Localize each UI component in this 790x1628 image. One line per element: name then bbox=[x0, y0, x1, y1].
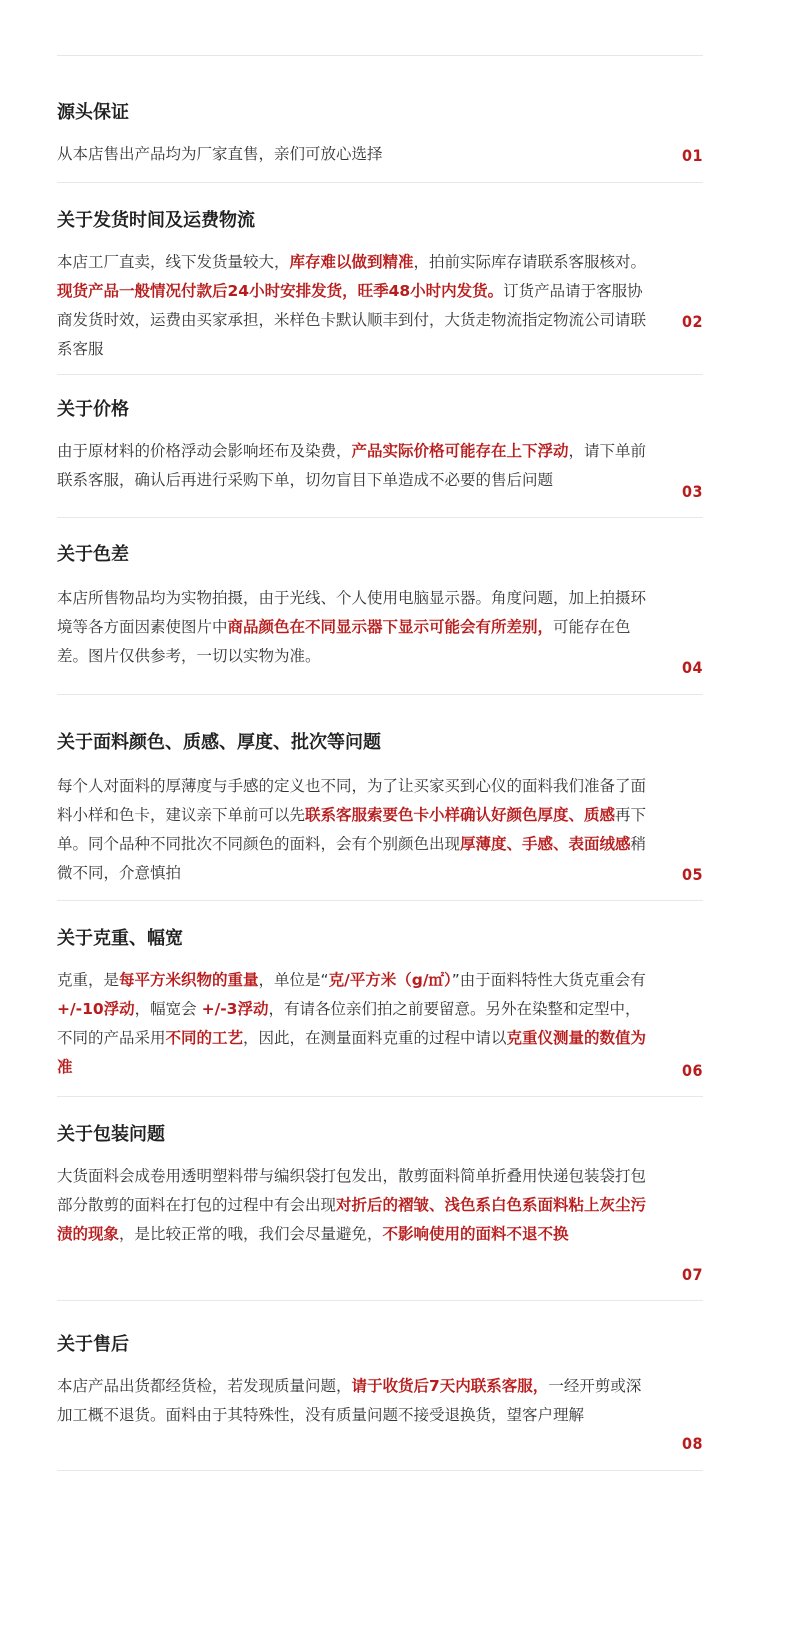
policy-section bbox=[57, 926, 703, 1096]
section-number: 05 bbox=[681, 865, 703, 884]
highlight-text: 克/平方米（g/㎡） bbox=[328, 971, 452, 989]
policy-section bbox=[57, 100, 703, 182]
highlight-text: 每平方米织物的重量 bbox=[119, 971, 259, 989]
section-body bbox=[57, 248, 647, 364]
body-text: 本店产品出货都经货检，若发现质量问题， bbox=[57, 1377, 352, 1395]
body-text: 从本店售出产品均为厂家直售，亲们可放心选择 bbox=[57, 145, 383, 163]
policy-section bbox=[57, 397, 703, 517]
section-number: 01 bbox=[681, 146, 703, 165]
section-divider bbox=[57, 182, 703, 183]
body-text: ，请下单前联系客服，确认后再进行采购下单，切勿盲目下单造成不必要的售后问题 bbox=[57, 442, 647, 489]
body-text: ，是比较正常的哦，我们会尽量避免， bbox=[119, 1225, 383, 1243]
section-divider bbox=[57, 517, 703, 518]
body-text: 一经开剪或深加工概不退货。面料由于其特殊性，没有质量问题不接受退换货，望客户理解 bbox=[57, 1377, 642, 1424]
policy-section bbox=[57, 730, 703, 900]
body-text: ”由于面料特性大货克重会有 bbox=[451, 971, 646, 989]
body-text: 再下单。同个品种不同批次不同颜色的面料，会有个别颜色出现 bbox=[57, 806, 647, 853]
highlight-text: 联系客服索要色卡小样确认好颜色厚度、质感 bbox=[305, 806, 616, 824]
body-text: 大货面料会成卷用透明塑料带与编织袋打包发出，散剪面料简单折叠用快递包装袋打包部分散剪的面料在打包的过程中有会出现 bbox=[57, 1167, 647, 1214]
policy-section bbox=[57, 208, 703, 374]
section-title: 关于包装问题 bbox=[57, 1124, 165, 1145]
body-text: 可能存在色差。图片仅供参考，一切以实物为准。 bbox=[57, 618, 631, 665]
section-number: 08 bbox=[681, 1434, 703, 1453]
body-text: 克重，是 bbox=[57, 971, 120, 989]
section-title: 关于价格 bbox=[57, 399, 129, 420]
body-text: ，因此，在测量面料克重的过程中请以 bbox=[243, 1029, 507, 1047]
body-text: 订货产品请于客服协商发货时效，运费由买家承担，米样色卡默认顺丰到付，大货走物流指定物流公司请联系客服 bbox=[57, 282, 647, 358]
highlight-text: 克重仪测量的数值为准 bbox=[57, 1029, 647, 1076]
policy-section bbox=[57, 542, 703, 694]
section-divider bbox=[57, 694, 703, 695]
body-text: 稍微不同，介意慎拍 bbox=[57, 835, 647, 882]
highlight-text: +/-10浮动 bbox=[57, 1000, 135, 1018]
highlight-text: 产品实际价格可能存在上下浮动 bbox=[351, 442, 569, 460]
section-number: 03 bbox=[681, 482, 703, 501]
highlight-text: 对折后的褶皱、浅色系白色系面料粘上灰尘污渍的现象 bbox=[57, 1196, 647, 1243]
top-divider bbox=[57, 55, 703, 56]
highlight-text: 不影响使用的面料不退不换 bbox=[382, 1225, 569, 1243]
policy-section bbox=[57, 1122, 703, 1300]
section-number: 02 bbox=[681, 312, 703, 331]
section-body bbox=[57, 966, 647, 1082]
section-title: 关于面料颜色、质感、厚度、批次等问题 bbox=[57, 732, 381, 753]
policy-section bbox=[57, 1332, 703, 1470]
section-divider bbox=[57, 900, 703, 901]
section-divider bbox=[57, 1300, 703, 1301]
highlight-text: 厚薄度、手感、表面绒感 bbox=[460, 835, 631, 853]
highlight-text: +/-3浮动 bbox=[201, 1000, 269, 1018]
section-body bbox=[57, 772, 647, 888]
highlight-text: 库存难以做到精准 bbox=[289, 253, 414, 271]
body-text: ，单位是“ bbox=[258, 971, 329, 989]
section-title: 关于色差 bbox=[57, 544, 129, 565]
section-title: 关于克重、幅宽 bbox=[57, 928, 183, 949]
section-divider bbox=[57, 374, 703, 375]
section-divider bbox=[57, 1096, 703, 1097]
highlight-text: 商品颜色在不同显示器下显示可能会有所差别， bbox=[227, 618, 554, 636]
section-number: 07 bbox=[681, 1265, 703, 1284]
section-body bbox=[57, 1162, 647, 1249]
section-number: 06 bbox=[681, 1061, 703, 1080]
body-text: ，拍前实际库存请联系客服核对。 bbox=[413, 253, 647, 271]
highlight-text: 请于收货后7天内联系客服， bbox=[351, 1377, 549, 1395]
body-text: 本店工厂直卖，线下发货量较大， bbox=[57, 253, 290, 271]
section-body bbox=[57, 1372, 647, 1430]
section-title: 关于发货时间及运费物流 bbox=[57, 210, 255, 231]
section-title: 关于售后 bbox=[57, 1334, 129, 1355]
highlight-text: 现货产品一般情况付款后24小时安排发货，旺季48小时内发货。 bbox=[57, 282, 504, 300]
body-text: 本店所售物品均为实物拍摄，由于光线、个人使用电脑显示器。角度问题，加上拍摄环境等各方面因素使图片中 bbox=[57, 589, 647, 636]
body-text: ，幅宽会 bbox=[134, 1000, 202, 1018]
section-title: 源头保证 bbox=[57, 102, 129, 123]
section-divider bbox=[57, 1470, 703, 1471]
section-body bbox=[57, 584, 647, 671]
section-number: 04 bbox=[681, 658, 703, 677]
highlight-text: 不同的工艺 bbox=[165, 1029, 244, 1047]
body-text: 由于原材料的价格浮动会影响坯布及染费， bbox=[57, 442, 352, 460]
body-text: 每个人对面料的厚薄度与手感的定义也不同，为了让买家买到心仪的面料我们准备了面料小样和色卡，建议亲下单前可以先 bbox=[57, 777, 647, 824]
body-text: ，有请各位亲们拍之前要留意。另外在染整和定型中，不同的产品采用 bbox=[57, 1000, 641, 1047]
section-body bbox=[57, 437, 647, 495]
section-body bbox=[57, 140, 647, 169]
